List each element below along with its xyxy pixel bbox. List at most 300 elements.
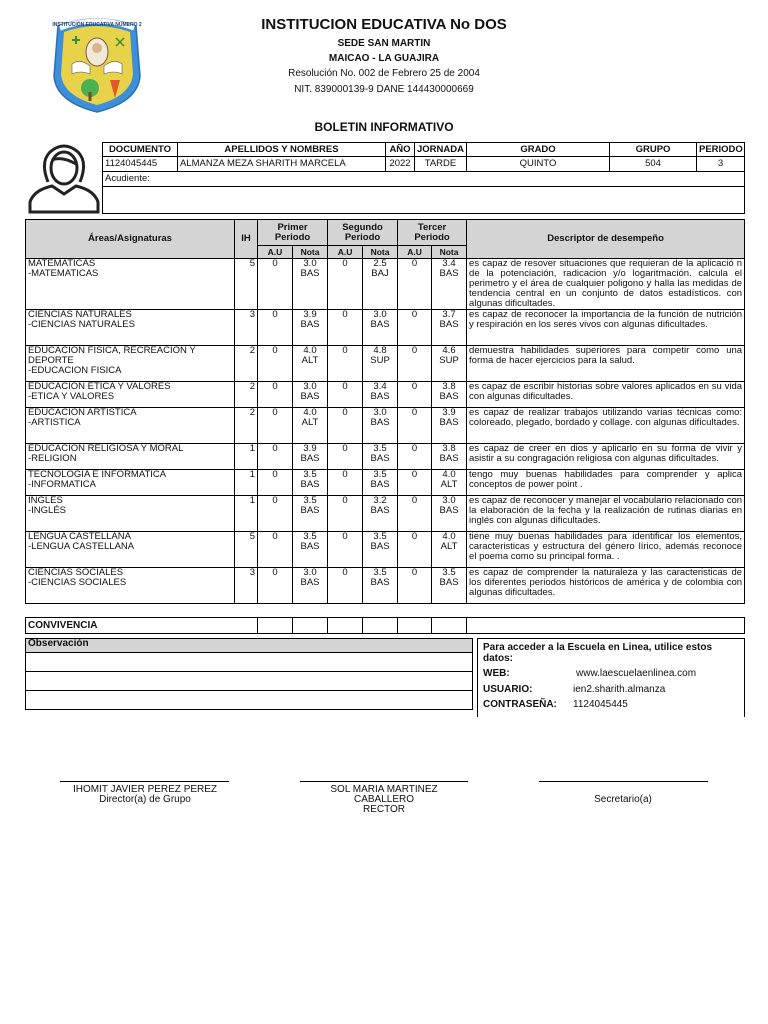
- nota-cell: [293, 470, 328, 496]
- director-name: IHOMIT JAVIER PEREZ PEREZ: [72, 784, 218, 795]
- nivel-value: BAS: [439, 505, 459, 516]
- nivel-value: BAS: [439, 453, 459, 464]
- header-periodo: PERIODO: [697, 143, 745, 157]
- area-cell: [26, 346, 235, 382]
- area-name: EDUCACION RELIGIOSA Y MORAL: [28, 443, 184, 454]
- table-row: [26, 382, 745, 408]
- nivel-value: BAS: [439, 391, 459, 402]
- nivel-value: BAS: [439, 319, 459, 330]
- au-cell: [328, 408, 363, 444]
- header-nota-1: Nota: [293, 246, 328, 259]
- au-cell: [398, 259, 432, 310]
- au-value: 0: [411, 495, 418, 506]
- subject-name: -ARTISTICA: [28, 417, 81, 428]
- nota-value: 3.9: [303, 443, 317, 454]
- convivencia-cell: [258, 618, 293, 634]
- nota-cell: [293, 346, 328, 382]
- subject-name: -MATEMATICAS: [28, 268, 99, 279]
- au-value: 0: [342, 345, 348, 356]
- au-cell: [258, 408, 293, 444]
- area-name: EDUCACION ETICA Y VALORES: [28, 381, 171, 392]
- nota-cell: [432, 444, 467, 470]
- au-value: 0: [411, 407, 418, 418]
- descriptor-text: es capaz de realizar trabajos utilizando varias técnicas como: coloreado, plegado, bordado y collage. con algunas dificultades.: [469, 407, 743, 428]
- grades-body: [26, 259, 745, 604]
- nota-value: 4.0: [303, 407, 317, 418]
- student-nombre: ALMANZA MEZA SHARITH MARCELA: [178, 157, 386, 172]
- subject-name: -CIENCIAS SOCIALES: [28, 577, 127, 588]
- au-value: 0: [342, 443, 348, 454]
- ih-value: 1: [249, 469, 255, 480]
- au-cell: [258, 532, 293, 568]
- nivel-value: BAS: [370, 417, 390, 428]
- header-ih: IH: [235, 220, 258, 259]
- area-name: EDUCACION ARTISTICA: [28, 407, 137, 418]
- au-value: 0: [272, 309, 278, 320]
- nota-value: 3.0: [303, 258, 317, 269]
- descriptor-text: es capaz de creer en dios y aplicarlo en su forma de vivir y asistir a su congragación religiosa con algunas dificultades.: [469, 443, 743, 464]
- ih-cell: [235, 444, 258, 470]
- descriptor-cell: [467, 532, 745, 568]
- secretario-role: Secretario(a): [594, 794, 652, 805]
- nota-cell: [432, 532, 467, 568]
- area-cell: [26, 496, 235, 532]
- nota-value: 3.0: [303, 381, 317, 392]
- au-cell: [328, 444, 363, 470]
- nivel-value: BAS: [300, 479, 320, 490]
- descriptor-cell: [467, 382, 745, 408]
- table-row: [26, 310, 745, 346]
- nota-cell: [293, 496, 328, 532]
- header-segundo-periodo: Segundo Periodo: [328, 220, 398, 246]
- school-logo: [50, 14, 144, 114]
- au-value: 0: [342, 258, 348, 269]
- au-value: 0: [342, 407, 348, 418]
- descriptor-cell: [467, 470, 745, 496]
- nota-value: 4.6: [442, 345, 456, 356]
- nota-value: 3.5: [373, 443, 387, 454]
- nivel-value: BAS: [439, 417, 459, 428]
- report-title: BOLETIN INFORMATIVO: [314, 120, 454, 134]
- convivencia-cell: [328, 618, 363, 634]
- area-name: EDUCACION FISICA, RECREACION Y DEPORTE: [28, 345, 196, 366]
- convivencia-cell: [432, 618, 467, 634]
- subject-name: -INFORMATICA: [28, 479, 96, 490]
- nota-cell: [363, 470, 398, 496]
- usuario-label: USUARIO:: [483, 684, 533, 695]
- director-signature-line: [60, 781, 229, 782]
- nota-value: 3.4: [442, 258, 456, 269]
- nota-value: 3.4: [373, 381, 387, 392]
- au-value: 0: [272, 495, 278, 506]
- nota-value: 3.9: [303, 309, 317, 320]
- usuario-value: ien2.sharith.almanza: [573, 684, 666, 695]
- ih-cell: [235, 259, 258, 310]
- ih-value: 1: [249, 443, 255, 454]
- nota-cell: [293, 444, 328, 470]
- area-name: CIENCIAS SOCIALES: [28, 567, 124, 578]
- au-value: 0: [411, 469, 418, 480]
- area-cell: [26, 568, 235, 604]
- observacion-line: [26, 672, 473, 691]
- area-cell: [26, 310, 235, 346]
- nivel-value: BAS: [300, 453, 320, 464]
- ih-cell: [235, 532, 258, 568]
- area-cell: [26, 470, 235, 496]
- grades-table: [25, 219, 745, 604]
- nivel-value: ALT: [301, 417, 319, 428]
- nivel-value: SUP: [439, 355, 459, 366]
- rector-role: RECTOR: [362, 804, 406, 815]
- header-anio: AÑO: [386, 143, 415, 157]
- descriptor-cell: [467, 496, 745, 532]
- au-cell: [328, 310, 363, 346]
- observacion-table: [25, 638, 473, 710]
- nota-cell: [293, 259, 328, 310]
- student-grupo: 504: [610, 157, 697, 172]
- au-cell: [258, 444, 293, 470]
- nota-cell: [363, 382, 398, 408]
- nota-value: 3.2: [373, 495, 387, 506]
- table-row: [26, 568, 745, 604]
- descriptor-text: es capaz de comprender la naturaleza y las caracteristicas de los diferentes periodos históricos de américa y de colombia con algunas dificultades.: [469, 567, 743, 598]
- nivel-value: BAS: [300, 541, 320, 552]
- ih-value: 5: [249, 258, 255, 269]
- nota-value: 3.5: [303, 469, 317, 480]
- director-role: Director(a) de Grupo: [99, 794, 191, 805]
- header-primer-periodo: Primer Periodo: [258, 220, 328, 246]
- logo-text: INSTITUCIÓN EDUCATIVA NÚMERO 2: [52, 22, 142, 28]
- subject-name: -ETICA Y VALORES: [28, 391, 115, 402]
- au-cell: [328, 496, 363, 532]
- ih-cell: [235, 408, 258, 444]
- rector-signature-line: [300, 781, 468, 782]
- subject-name: -LENGUA CASTELLANA: [28, 541, 135, 552]
- au-cell: [398, 470, 432, 496]
- nivel-value: BAS: [300, 319, 320, 330]
- header-jornada: JORNADA: [415, 143, 467, 157]
- nivel-value: BAS: [439, 577, 459, 588]
- au-value: 0: [272, 469, 278, 480]
- nota-cell: [293, 532, 328, 568]
- au-value: 0: [342, 381, 348, 392]
- descriptor-text: tengo muy buenas habilidades para comprender y aplica conceptos de power point .: [469, 469, 743, 490]
- table-row: [26, 346, 745, 382]
- observacion-line: [26, 691, 473, 710]
- nivel-value: ALT: [440, 479, 458, 490]
- au-value: 0: [342, 309, 348, 320]
- nota-value: 3.5: [373, 469, 387, 480]
- header-grado: GRADO: [467, 143, 610, 157]
- au-cell: [398, 496, 432, 532]
- nota-value: 3.8: [442, 381, 456, 392]
- header-tercer-periodo: Tercer Periodo: [398, 220, 467, 246]
- acudiente-label: Acudiente:: [103, 172, 745, 187]
- nivel-value: BAS: [300, 577, 320, 588]
- student-grado: QUINTO: [467, 157, 610, 172]
- student-avatar-icon: [26, 142, 102, 214]
- convivencia-cell: [293, 618, 328, 634]
- table-row: [26, 532, 745, 568]
- web-value: www.laescuelaenlinea.com: [576, 668, 697, 679]
- secretario-signature: [523, 795, 723, 805]
- rector-signature: [284, 785, 484, 815]
- ih-cell: [235, 346, 258, 382]
- convivencia-label: CONVIVENCIA: [26, 618, 258, 634]
- nit-text: NIT. 839000139-9 DANE 144430000669: [294, 84, 474, 95]
- au-cell: [328, 532, 363, 568]
- nota-cell: [293, 382, 328, 408]
- au-value: 0: [272, 443, 278, 454]
- area-name: INGLÉS: [28, 495, 63, 506]
- nota-value: 3.0: [373, 407, 387, 418]
- contrasena-value: 1124045445: [573, 699, 628, 710]
- nota-value: 3.9: [442, 407, 456, 418]
- descriptor-text: es capaz de reconocer y manejar el vocabulario relacionado con la elaboración de la fecha y la realización de rutinas diarias en inglés con algunas dificultades.: [469, 495, 743, 526]
- student-documento: 1124045445: [103, 157, 178, 172]
- descriptor-cell: [467, 310, 745, 346]
- au-cell: [258, 382, 293, 408]
- area-cell: [26, 408, 235, 444]
- nivel-value: BAS: [370, 541, 390, 552]
- student-jornada: TARDE: [415, 157, 467, 172]
- nota-cell: [293, 408, 328, 444]
- subject-name: -INGLÉS: [28, 505, 67, 516]
- ih-cell: [235, 470, 258, 496]
- au-value: 0: [272, 381, 278, 392]
- nota-cell: [363, 310, 398, 346]
- descriptor-cell: [467, 408, 745, 444]
- nota-cell: [363, 532, 398, 568]
- nota-cell: [363, 346, 398, 382]
- au-value: 0: [411, 381, 418, 392]
- header-areas: Áreas/Asignaturas: [26, 220, 235, 259]
- au-value: 0: [411, 567, 418, 578]
- au-value: 0: [411, 531, 418, 542]
- secretario-signature-line: [539, 781, 708, 782]
- descriptor-text: demuestra habilidades superiores para competir como una forma de hacer ejercicios para la salud.: [469, 345, 743, 366]
- area-name: LENGUA CASTELLANA: [28, 531, 131, 542]
- descriptor-cell: [467, 259, 745, 310]
- city-name: MAICAO - LA GUAJIRA: [328, 53, 440, 64]
- ih-value: 3: [249, 309, 255, 320]
- director-signature: [40, 785, 250, 805]
- au-cell: [398, 444, 432, 470]
- au-cell: [258, 346, 293, 382]
- au-cell: [258, 310, 293, 346]
- ih-cell: [235, 382, 258, 408]
- nivel-value: BAS: [370, 391, 390, 402]
- nota-value: 2.5: [373, 258, 387, 269]
- nivel-value: BAS: [300, 268, 320, 279]
- au-cell: [258, 496, 293, 532]
- nota-cell: [432, 310, 467, 346]
- au-cell: [328, 346, 363, 382]
- nivel-value: BAS: [439, 268, 459, 279]
- student-anio: 2022: [386, 157, 415, 172]
- header-nota-2: Nota: [363, 246, 398, 259]
- nivel-value: ALT: [440, 541, 458, 552]
- table-row: [26, 259, 745, 310]
- descriptor-text: tiene muy buenas habilidades para identificar los elementos, caracteristicas y estructura del género lírico, además reconoce el poema como su principal forma. .: [469, 531, 743, 562]
- ih-value: 2: [249, 381, 255, 392]
- nota-value: 3.5: [373, 531, 387, 542]
- acudiente-value: [103, 187, 745, 214]
- nivel-value: BAS: [300, 505, 320, 516]
- rector-name-line-2: CABALLERO: [353, 794, 415, 805]
- au-cell: [258, 470, 293, 496]
- nota-value: 4.0: [442, 469, 456, 480]
- au-cell: [398, 408, 432, 444]
- descriptor-cell: [467, 444, 745, 470]
- header-descriptor: Descriptor de desempeño: [467, 220, 745, 259]
- nota-value: 3.7: [442, 309, 456, 320]
- nota-value: 3.0: [303, 567, 317, 578]
- header-grupo: GRUPO: [610, 143, 697, 157]
- resolution-text: Resolución No. 002 de Febrero 25 de 2004: [288, 68, 480, 79]
- student-info-table: [102, 142, 745, 214]
- nota-value: 3.5: [373, 567, 387, 578]
- table-row: [26, 496, 745, 532]
- convivencia-cell: [467, 618, 745, 634]
- observacion-line: [26, 653, 473, 672]
- descriptor-text: es capaz de resover situaciones que requieran de la aplicació n de la potenciación, radicacion y/o logaritmación. calcula el perimetro y el área de cualquier poligono y halla las medidas de tendencia central en un conjunto de datos estadísticos. con algunas dificultades.: [469, 258, 743, 309]
- descriptor-text: es capaz de reconocer la importancia de la función de nutrición y respiración en los seres vivos con algunas dificultades.: [469, 309, 743, 330]
- area-cell: [26, 444, 235, 470]
- ih-cell: [235, 496, 258, 532]
- area-name: CIENCIAS NATURALES: [28, 309, 132, 320]
- ih-value: 3: [249, 567, 255, 578]
- au-cell: [398, 568, 432, 604]
- au-value: 0: [411, 345, 418, 356]
- nivel-value: BAS: [300, 391, 320, 402]
- nivel-value: BAS: [370, 577, 390, 588]
- observacion-label: Observación: [26, 639, 473, 653]
- nivel-value: BAJ: [371, 268, 389, 279]
- escuela-en-linea-box: [477, 638, 745, 717]
- descriptor-cell: [467, 346, 745, 382]
- subject-name: -CIENCIAS NATURALES: [28, 319, 135, 330]
- au-value: 0: [411, 443, 418, 454]
- descriptor-text: es capaz de escribir historias sobre valores aplicados en su vida con algunas dificultades.: [469, 381, 743, 402]
- nota-cell: [363, 444, 398, 470]
- ih-value: 1: [249, 495, 255, 506]
- au-value: 0: [272, 531, 278, 542]
- area-cell: [26, 382, 235, 408]
- ih-cell: [235, 568, 258, 604]
- web-label: WEB:: [483, 668, 510, 679]
- sede-name: SEDE SAN MARTIN: [337, 38, 431, 49]
- convivencia-cell: [398, 618, 432, 634]
- nota-cell: [432, 470, 467, 496]
- au-value: 0: [411, 258, 418, 269]
- nota-cell: [363, 496, 398, 532]
- au-cell: [328, 382, 363, 408]
- au-value: 0: [272, 567, 278, 578]
- ih-cell: [235, 310, 258, 346]
- au-value: 0: [272, 345, 278, 356]
- nota-cell: [293, 568, 328, 604]
- nota-cell: [363, 259, 398, 310]
- nota-value: 3.0: [442, 495, 456, 506]
- convivencia-cell: [363, 618, 398, 634]
- ih-value: 2: [249, 345, 255, 356]
- nota-cell: [363, 568, 398, 604]
- nota-value: 4.0: [442, 531, 456, 542]
- header-au-3: A.U: [398, 246, 432, 259]
- area-name: MATEMATICAS: [28, 258, 96, 269]
- nivel-value: SUP: [370, 355, 390, 366]
- table-row: [26, 408, 745, 444]
- nivel-value: BAS: [370, 319, 390, 330]
- au-cell: [398, 310, 432, 346]
- au-cell: [328, 259, 363, 310]
- escuela-title: Para acceder a la Escuela en Linea, utilice estos datos:: [483, 642, 713, 664]
- ih-value: 2: [249, 407, 255, 418]
- au-cell: [328, 470, 363, 496]
- student-periodo: 3: [697, 157, 745, 172]
- au-value: 0: [342, 469, 348, 480]
- nota-cell: [432, 496, 467, 532]
- area-name: TECNOLOGIA E INFORMATICA: [28, 469, 167, 480]
- nota-value: 4.8: [373, 345, 387, 356]
- nota-cell: [432, 346, 467, 382]
- nivel-value: BAS: [370, 479, 390, 490]
- nivel-value: ALT: [301, 355, 319, 366]
- nota-cell: [432, 259, 467, 310]
- nota-value: 3.8: [442, 443, 456, 454]
- header-au-2: A.U: [328, 246, 363, 259]
- nota-value: 3.5: [303, 495, 317, 506]
- header-apellidos: APELLIDOS Y NOMBRES: [178, 143, 386, 157]
- subject-name: -EDUCACION FISICA: [28, 365, 122, 376]
- area-cell: [26, 532, 235, 568]
- au-cell: [258, 568, 293, 604]
- nota-value: 3.5: [442, 567, 456, 578]
- au-cell: [398, 346, 432, 382]
- nota-cell: [432, 568, 467, 604]
- au-cell: [398, 532, 432, 568]
- au-cell: [398, 382, 432, 408]
- nivel-value: BAS: [370, 505, 390, 516]
- au-value: 0: [342, 495, 348, 506]
- au-value: 0: [411, 309, 418, 320]
- header-au-1: A.U: [258, 246, 293, 259]
- subject-name: -RELIGION: [28, 453, 77, 464]
- area-cell: [26, 259, 235, 310]
- header-documento: DOCUMENTO: [103, 143, 178, 157]
- nota-value: 4.0: [303, 345, 317, 356]
- nota-cell: [363, 408, 398, 444]
- au-value: 0: [272, 407, 278, 418]
- contrasena-label: CONTRASEÑA:: [483, 699, 557, 710]
- ih-value: 5: [249, 531, 255, 542]
- au-value: 0: [272, 258, 278, 269]
- header-nota-3: Nota: [432, 246, 467, 259]
- descriptor-cell: [467, 568, 745, 604]
- rector-name-line-1: SOL MARIA MARTINEZ: [330, 784, 438, 795]
- institution-name: INSTITUCION EDUCATIVA No DOS: [261, 16, 507, 33]
- nota-value: 3.0: [373, 309, 387, 320]
- nivel-value: BAS: [370, 453, 390, 464]
- nota-cell: [293, 310, 328, 346]
- convivencia-table: [25, 617, 745, 634]
- table-row: [26, 444, 745, 470]
- au-cell: [328, 568, 363, 604]
- nota-value: 3.5: [303, 531, 317, 542]
- nota-cell: [432, 382, 467, 408]
- au-value: 0: [342, 567, 348, 578]
